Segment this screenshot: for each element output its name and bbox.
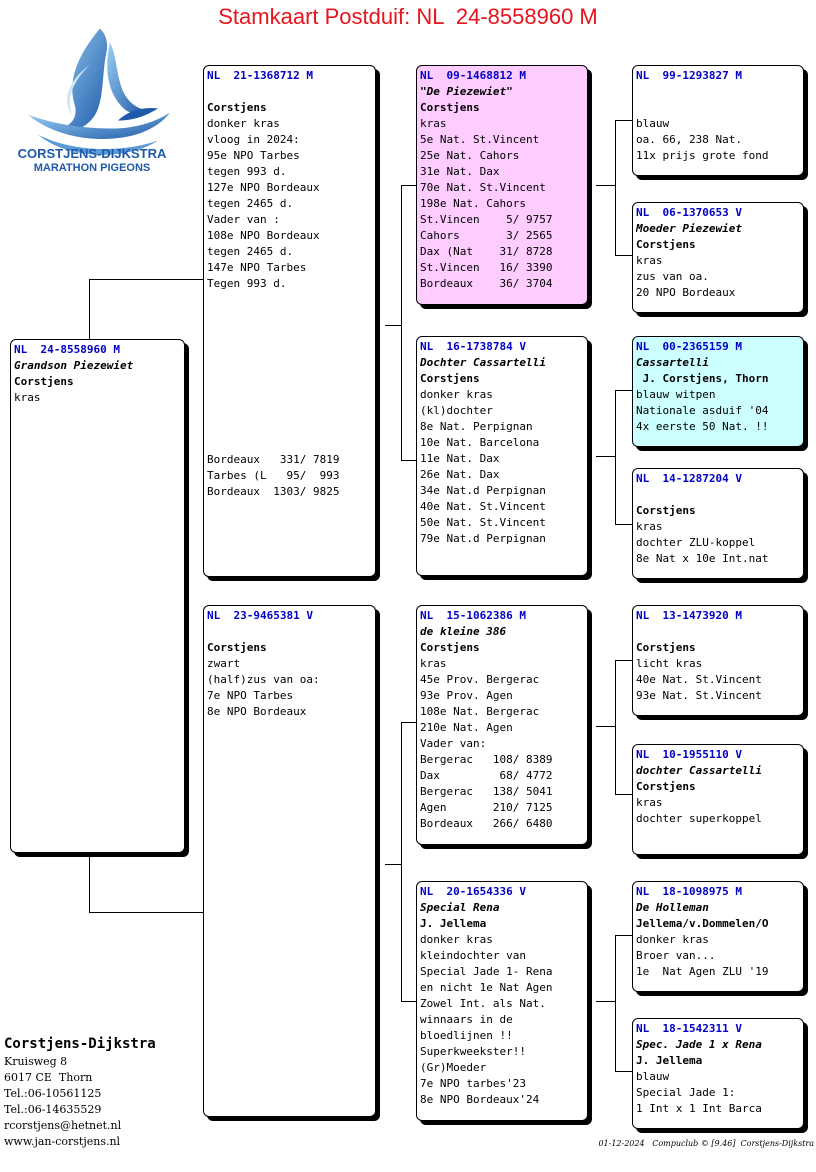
ring-number: NL 10-1955110 V (636, 748, 742, 761)
detail-line: bloedlijnen !! (420, 1029, 513, 1042)
connector (615, 935, 633, 936)
pedigree-card-fff (632, 65, 804, 176)
breeder-name: Corstjens (420, 641, 480, 654)
detail-line: zus van oa. (636, 270, 709, 283)
detail-line: 1e Nat Agen ZLU '19 (636, 965, 769, 978)
ring-number: NL 06-1370653 V (636, 206, 742, 219)
connector (615, 390, 633, 391)
breeder-name: Corstjens (420, 372, 480, 385)
ring-number: NL 99-1293827 M (636, 69, 742, 82)
detail-line: Zowel Int. als Nat. (420, 997, 546, 1010)
pedigree-card-ffm (632, 202, 804, 313)
detail-line: kras (636, 520, 663, 533)
detail-line: tegen 2465 d. (207, 245, 294, 258)
detail-line: 93e Nat. St.Vincent (636, 689, 762, 702)
detail-line (207, 372, 372, 388)
detail-line: blauw witpen (636, 388, 716, 401)
detail-line: en nicht 1e Nat Agen (420, 981, 553, 994)
detail-line: Vader van: (420, 737, 487, 750)
connector (401, 460, 417, 461)
owner-website: www.jan-corstjens.nl (4, 1135, 121, 1148)
breeder-name: Corstjens (636, 238, 696, 251)
detail-line: donker kras (207, 117, 280, 130)
detail-line: 11e Nat. Dax (420, 452, 500, 465)
pigeon-name: Spec. Jade 1 x Rena (636, 1038, 762, 1051)
detail-line (207, 436, 372, 452)
pedigree-card-fmm (632, 468, 804, 579)
connector (615, 660, 616, 794)
detail-line: 7e NPO tarbes'23 (420, 1077, 526, 1090)
ring-number: NL 09-1468812 M (420, 69, 526, 82)
detail-line: dochter superkoppel (636, 812, 762, 825)
ring-number: NL 23-9465381 V (207, 609, 313, 622)
detail-line: 31e Nat. Dax (420, 165, 500, 178)
detail-line: blauw (636, 1070, 670, 1083)
detail-line: Tarbes (L 95/ 993 (207, 469, 340, 482)
detail-line: 7e NPO Tarbes (207, 689, 294, 702)
connector (615, 1071, 633, 1072)
ring-number: NL 20-1654336 V (420, 885, 526, 898)
breeder-name: Corstjens (636, 641, 696, 654)
detail-line: Broer van... (636, 949, 716, 962)
pigeon-name: Cassartelli (636, 356, 709, 369)
logo-subtitle: MARATHON PIGEONS (33, 162, 151, 174)
connector (401, 722, 417, 723)
detail-line: 40e Nat. St.Vincent (420, 500, 546, 513)
breeder-name: Corstjens (207, 641, 267, 654)
pedigree-card-mff (632, 605, 804, 716)
owner-phone-1: Tel.:06-10561125 (4, 1087, 102, 1100)
breeder-name: Corstjens (636, 780, 696, 793)
detail-line: blauw (636, 117, 670, 130)
detail-line: 45e Prov. Bergerac (420, 673, 540, 686)
connector (596, 456, 615, 457)
pigeon-name: Moeder Piezewiet (636, 222, 742, 235)
detail-line: (half)zus van oa: (207, 673, 320, 686)
detail-line: 95e NPO Tarbes (207, 149, 300, 162)
breeder-name: J. Corstjens, Thorn (636, 372, 769, 385)
ring-number: NL 18-1098975 M (636, 885, 742, 898)
detail-line (207, 356, 372, 372)
breeder-name: Corstjens (207, 101, 267, 114)
connector (596, 726, 615, 727)
pedigree-card-mmm (632, 1018, 804, 1129)
detail-line: 10e Nat. Barcelona (420, 436, 540, 449)
ring-number: NL 14-1287204 V (636, 472, 742, 485)
detail-line: St.Vincen 16/ 3390 (420, 261, 553, 274)
detail-line: Vader van : (207, 213, 280, 226)
ring-number: NL 21-1368712 M (207, 69, 313, 82)
connector (615, 255, 633, 256)
detail-line: 34e Nat.d Perpignan (420, 484, 546, 497)
owner-email: rcorstjens@hetnet.nl (4, 1119, 122, 1132)
detail-line: winnaars in de (420, 1013, 513, 1026)
detail-line: donker kras (636, 933, 709, 946)
detail-line: Bergerac 108/ 8389 (420, 753, 553, 766)
detail-line (207, 324, 372, 340)
detail-line: 4x eerste 50 Nat. !! (636, 420, 769, 433)
connector (615, 120, 616, 255)
detail-line: dochter ZLU-koppel (636, 536, 756, 549)
pigeon-name: Grandson Piezewiet (14, 359, 134, 372)
detail-line: tegen 2465 d. (207, 197, 294, 210)
owner-info (4, 1034, 156, 1150)
detail-line: kleindochter van (420, 949, 526, 962)
detail-line: 147e NPO Tarbes (207, 261, 307, 274)
connector (615, 390, 616, 524)
pigeon-name: De Holleman (636, 901, 709, 914)
pedigree-card-father-mother (416, 336, 588, 576)
detail-line: Agen 210/ 7125 (420, 801, 553, 814)
pedigree-card-father (203, 65, 376, 577)
pedigree-card-mother-mother (416, 881, 588, 1121)
detail-line: (kl)dochter (420, 404, 493, 417)
detail-line: kras (420, 117, 447, 130)
breeder-name: Corstjens (420, 101, 480, 114)
connector (615, 794, 633, 795)
detail-line: Bordeaux 1303/ 9825 (207, 485, 340, 498)
detail-line: vloog in 2024: (207, 133, 300, 146)
detail-line: Superkweekster!! (420, 1045, 526, 1058)
pedigree-card-mmf (632, 881, 804, 992)
connector (401, 1001, 417, 1002)
detail-line: 11x prijs grote fond (636, 149, 769, 162)
detail-line: 50e Nat. St.Vincent (420, 516, 546, 529)
detail-line: Bordeaux 36/ 3704 (420, 277, 553, 290)
detail-line: Cahors 3/ 2565 (420, 229, 553, 242)
detail-line: 108e Nat. Bergerac (420, 705, 540, 718)
detail-line: 26e Nat. Dax (420, 468, 500, 481)
detail-line: Dax 68/ 4772 (420, 769, 553, 782)
connector (596, 1001, 615, 1002)
page-title: Stamkaart Postduif: NL 24-8558960 M (218, 4, 598, 29)
detail-line: 40e Nat. St.Vincent (636, 673, 762, 686)
detail-line: Dax (Nat 31/ 8728 (420, 245, 553, 258)
detail-line: Bordeaux 266/ 6480 (420, 817, 553, 830)
detail-line: kras (14, 391, 41, 404)
detail-line (207, 292, 372, 308)
detail-line (207, 340, 372, 356)
pedigree-card-mother-father (416, 605, 588, 845)
connector (615, 935, 616, 1071)
pigeon-name: de kleine 386 (420, 625, 507, 638)
detail-line: Tegen 993 d. (207, 277, 287, 290)
detail-line: 93e Prov. Agen (420, 689, 513, 702)
detail-line: oa. 66, 238 Nat. (636, 133, 742, 146)
detail-line: (Gr)Moeder (420, 1061, 487, 1074)
detail-line: 108e NPO Bordeaux (207, 229, 320, 242)
connector (89, 853, 90, 912)
detail-line: kras (636, 796, 663, 809)
breeder-name (636, 100, 800, 116)
detail-line: 20 NPO Bordeaux (636, 286, 736, 299)
detail-line: Nationale asduif '04 (636, 404, 769, 417)
owner-name: Corstjens-Dijkstra (4, 1036, 156, 1052)
detail-line: 25e Nat. Cahors (420, 149, 520, 162)
detail-line: 8e NPO Bordeaux'24 (420, 1093, 540, 1106)
detail-line: 5e Nat. St.Vincent (420, 133, 540, 146)
pedigree-card-father-father (416, 65, 588, 305)
pigeon-name: "De Piezewiet" (420, 85, 513, 98)
connector (401, 185, 417, 186)
breeder-name: J. Jellema (636, 1054, 703, 1067)
detail-line: 210e Nat. Agen (420, 721, 513, 734)
connector (401, 722, 402, 1001)
detail-line: donker kras (420, 933, 493, 946)
detail-line: Bergerac 138/ 5041 (420, 785, 553, 798)
pigeon-name (207, 84, 372, 100)
ring-number: NL 24-8558960 M (14, 343, 120, 356)
breeder-name: J. Jellema (420, 917, 487, 930)
ring-number: NL 00-2365159 M (636, 340, 742, 353)
owner-phone-2: Tel.:06-14635529 (4, 1103, 102, 1116)
connector (401, 185, 402, 460)
connector (89, 912, 204, 913)
pigeon-name (207, 624, 372, 640)
detail-line: 198e Nat. Cahors (420, 197, 526, 210)
pigeon-name (636, 84, 800, 100)
pedigree-card-mother (203, 605, 376, 1117)
connector (596, 185, 615, 186)
detail-line: tegen 993 d. (207, 165, 287, 178)
owner-address: Kruisweg 8 (4, 1055, 68, 1068)
breeder-name: Corstjens (636, 504, 696, 517)
connector (385, 325, 401, 326)
ring-number: NL 16-1738784 V (420, 340, 526, 353)
detail-line: 1 Int x 1 Int Barca (636, 1102, 762, 1115)
breeder-name: Corstjens (14, 375, 74, 388)
detail-line: St.Vincen 5/ 9757 (420, 213, 553, 226)
footer-credit: 01-12-2024 Compuclub © [9.46] Corstjens-Dijkstra (598, 1139, 814, 1148)
detail-line (207, 420, 372, 436)
connector (615, 660, 633, 661)
detail-line: 8e Nat. Perpignan (420, 420, 533, 433)
pigeon-name (636, 624, 800, 640)
detail-line (207, 404, 372, 420)
ring-number: NL 15-1062386 M (420, 609, 526, 622)
connector (615, 524, 633, 525)
connector (385, 864, 401, 865)
detail-line: Bordeaux 331/ 7819 (207, 453, 340, 466)
detail-line: Special Jade 1- Rena (420, 965, 553, 978)
detail-line: 8e NPO Bordeaux (207, 705, 307, 718)
detail-line (207, 308, 372, 324)
pedigree-card-mfm (632, 744, 804, 855)
detail-line: 70e Nat. St.Vincent (420, 181, 546, 194)
ring-number: NL 18-1542311 V (636, 1022, 742, 1035)
pigeon-name: dochter Cassartelli (636, 764, 762, 777)
detail-line: 127e NPO Bordeaux (207, 181, 320, 194)
owner-postcode: 6017 CE Thorn (4, 1071, 93, 1084)
detail-line (207, 388, 372, 404)
detail-line: kras (636, 254, 663, 267)
pigeon-name: Special Rena (420, 901, 500, 914)
detail-line: donker kras (420, 388, 493, 401)
detail-line: 79e Nat.d Perpignan (420, 532, 546, 545)
breeder-name: Jellema/v.Dommelen/O (636, 917, 769, 930)
detail-line: kras (420, 657, 447, 670)
logo-title: CORSTJENS-DIJKSTRA (17, 146, 167, 161)
pigeon-name: Dochter Cassartelli (420, 356, 546, 369)
connector (89, 279, 90, 339)
connector (615, 120, 633, 121)
detail-line: licht kras (636, 657, 703, 670)
ring-number: NL 13-1473920 M (636, 609, 742, 622)
pedigree-card-subject (10, 339, 185, 853)
connector (89, 279, 204, 280)
detail-line: 8e Nat x 10e Int.nat (636, 552, 769, 565)
detail-line: Special Jade 1: (636, 1086, 736, 1099)
pigeon-name (636, 487, 800, 503)
detail-line: zwart (207, 657, 241, 670)
pedigree-card-fmf (632, 336, 804, 447)
